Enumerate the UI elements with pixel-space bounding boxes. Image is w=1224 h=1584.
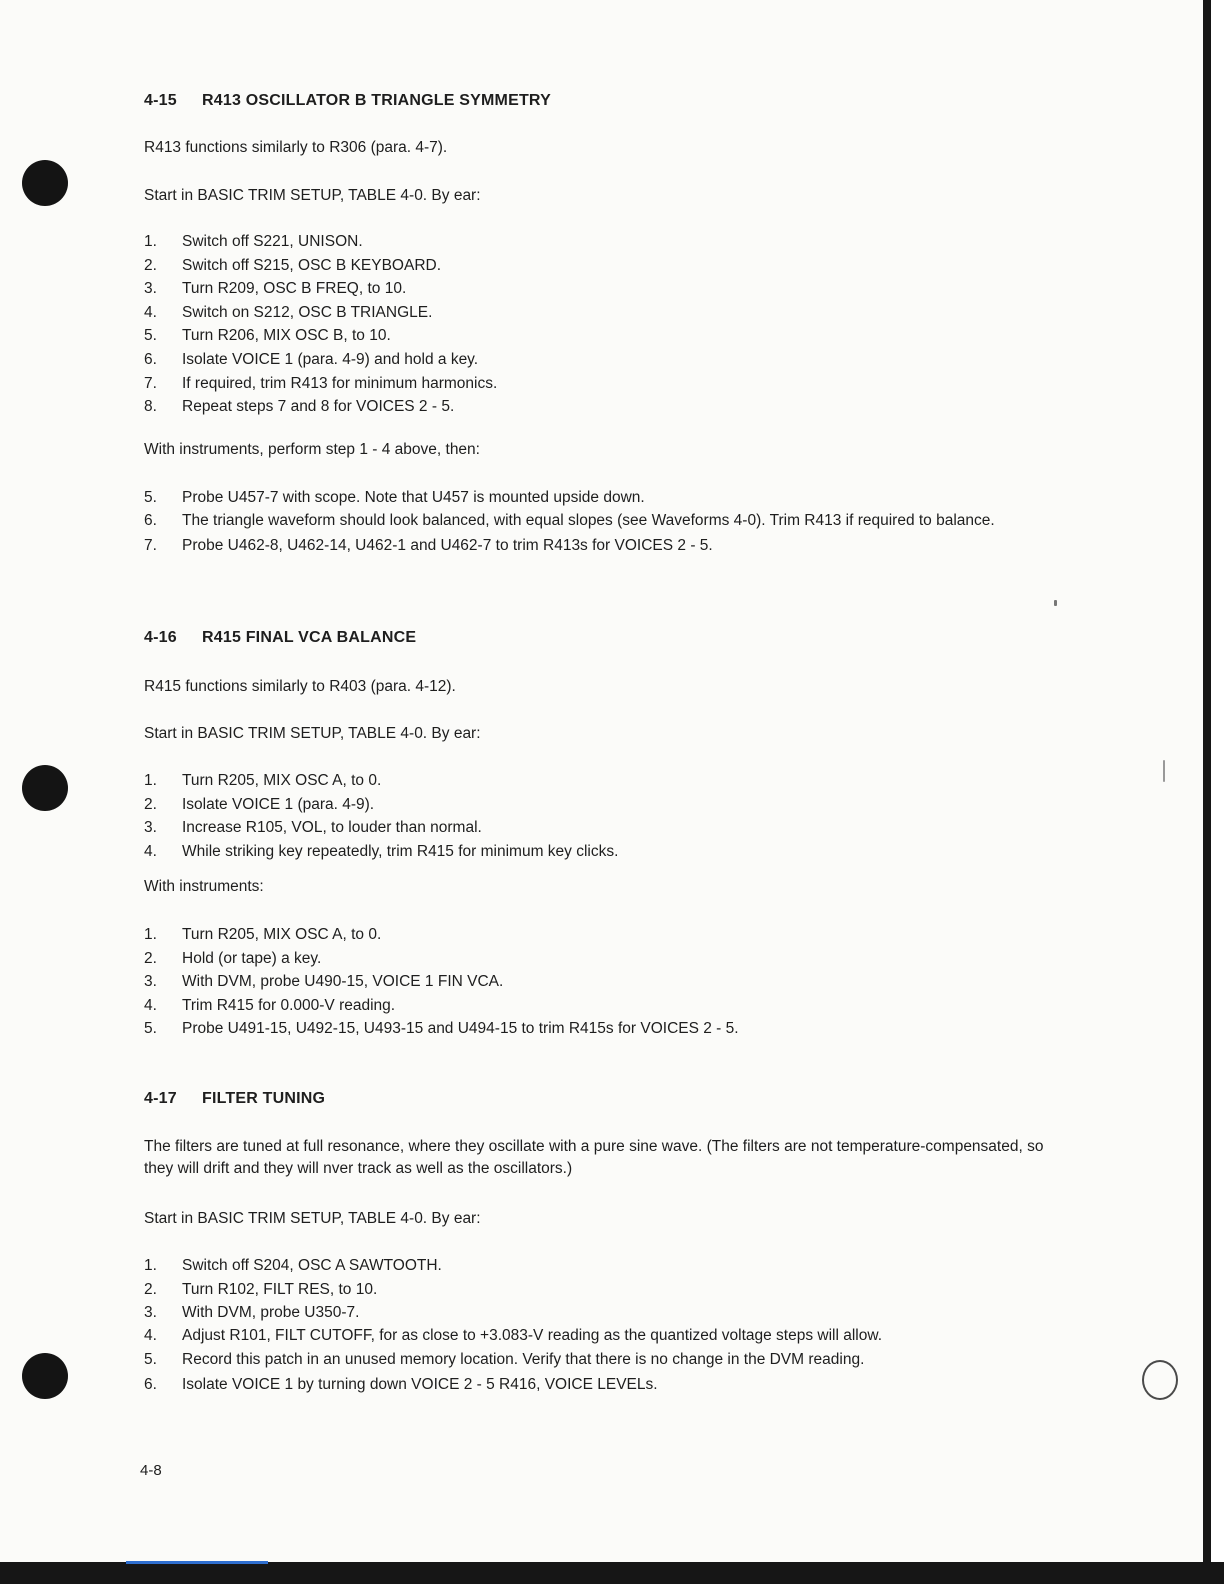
start-instruction: Start in BASIC TRIM SETUP, TABLE 4-0. By ear: (144, 725, 481, 742)
section-title: R413 OSCILLATOR B TRIANGLE SYMMETRY (202, 92, 551, 109)
list-item: 3. With DVM, probe U350-7. (144, 1304, 360, 1322)
section-heading-4-16 (144, 629, 416, 647)
list-item: 2. Hold (or tape) a key. (144, 949, 322, 967)
list-item: 7. If required, trim R413 for minimum harmonics. (144, 374, 498, 392)
list-item: 5. Probe U491-15, U492-15, U493-15 and U494-15 to trim R415s for VOICES 2 - 5. (144, 1020, 739, 1037)
section-number: 4-15 (144, 92, 177, 109)
list-item: 1. Switch off S204, OSC A SAWTOOTH. (144, 1257, 442, 1274)
list-item: 6. Isolate VOICE 1 (para. 4-9) and hold a key. (144, 350, 479, 368)
section-heading-4-15 (144, 92, 551, 110)
section-intro: R413 functions similarly to R306 (para. 4-7). (144, 139, 448, 156)
list-item: 4. Switch on S212, OSC B TRIANGLE. (144, 303, 433, 321)
start-instruction: Start in BASIC TRIM SETUP, TABLE 4-0. By ear: (144, 1210, 481, 1227)
list-item: 3. Turn R209, OSC B FREQ, to 10. (144, 280, 407, 298)
list-item: 2. Switch off S215, OSC B KEYBOARD. (144, 256, 442, 274)
list-item: 4. Adjust R101, FILT CUTOFF, for as close to +3.083-V reading as the quantized voltage steps will allow. (144, 1326, 883, 1344)
list-item: 8. Repeat steps 7 and 8 for VOICES 2 - 5. (144, 398, 455, 416)
section-title: R415 FINAL VCA BALANCE (202, 629, 417, 646)
section-intro: R415 functions similarly to R403 (para. 4-12). (144, 678, 456, 695)
section-number: 4-17 (144, 1090, 177, 1107)
list-item: 1. Turn R205, MIX OSC A, to 0. (144, 926, 382, 943)
instrument-steps-4-16 (144, 923, 1044, 1041)
scan-speck (1163, 760, 1165, 782)
ear-steps-4-16 (144, 769, 1044, 863)
instruments-intro: With instruments: (144, 878, 264, 895)
scan-edge-bottom (0, 1562, 1224, 1584)
binder-hole-bottom (22, 1353, 68, 1399)
scan-edge-mark (126, 1561, 268, 1564)
list-item: 3. With DVM, probe U490-15, VOICE 1 FIN VCA. (144, 973, 504, 990)
scan-speck (1054, 600, 1057, 606)
list-item: 6. The triangle waveform should look balanced, with equal slopes (see Waveforms 4-0). Trim R413 if required to balance. (144, 511, 995, 529)
section-intro: The filters are tuned at full resonance, where they oscillate with a pure sine wave. (The filters are not temperature-compensated, so they will drift and they will nver track as well as the oscillators.) (144, 1138, 1044, 1177)
section-heading-4-17 (144, 1090, 325, 1108)
ear-steps-4-17 (144, 1254, 1044, 1396)
section-number: 4-16 (144, 629, 177, 646)
list-item: 5. Turn R206, MIX OSC B, to 10. (144, 327, 391, 345)
list-item: 5. Probe U457-7 with scope. Note that U457 is mounted upside down. (144, 489, 645, 506)
section-title: FILTER TUNING (202, 1090, 326, 1107)
list-item: 2. Isolate VOICE 1 (para. 4-9). (144, 795, 375, 813)
list-item: 4. While striking key repeatedly, trim R415 for minimum key clicks. (144, 842, 619, 860)
list-item: 3. Increase R105, VOL, to louder than normal. (144, 819, 482, 837)
page-number: 4-8 (140, 1462, 162, 1479)
binder-hole-top (22, 160, 68, 206)
scan-edge-right (1203, 0, 1211, 1584)
binder-hole-middle (22, 765, 68, 811)
instrument-steps-4-15 (144, 486, 1044, 557)
instruments-intro: With instruments, perform step 1 - 4 above, then: (144, 441, 480, 458)
list-item: 5. Record this patch in an unused memory location. Verify that there is no change in the DVM reading. (144, 1350, 865, 1368)
list-item: 4. Trim R415 for 0.000-V reading. (144, 996, 396, 1014)
binder-ring-mark (1142, 1360, 1178, 1400)
ear-steps-4-15 (144, 230, 1044, 419)
list-item: 2. Turn R102, FILT RES, to 10. (144, 1280, 378, 1298)
list-item: 6. Isolate VOICE 1 by turning down VOICE 2 - 5 R416, VOICE LEVELs. (144, 1375, 658, 1393)
start-instruction: Start in BASIC TRIM SETUP, TABLE 4-0. By ear: (144, 187, 481, 204)
list-item: 1. Switch off S221, UNISON. (144, 233, 363, 250)
list-item: 7. Probe U462-8, U462-14, U462-1 and U462-7 to trim R413s for VOICES 2 - 5. (144, 536, 713, 554)
list-item: 1. Turn R205, MIX OSC A, to 0. (144, 772, 382, 789)
